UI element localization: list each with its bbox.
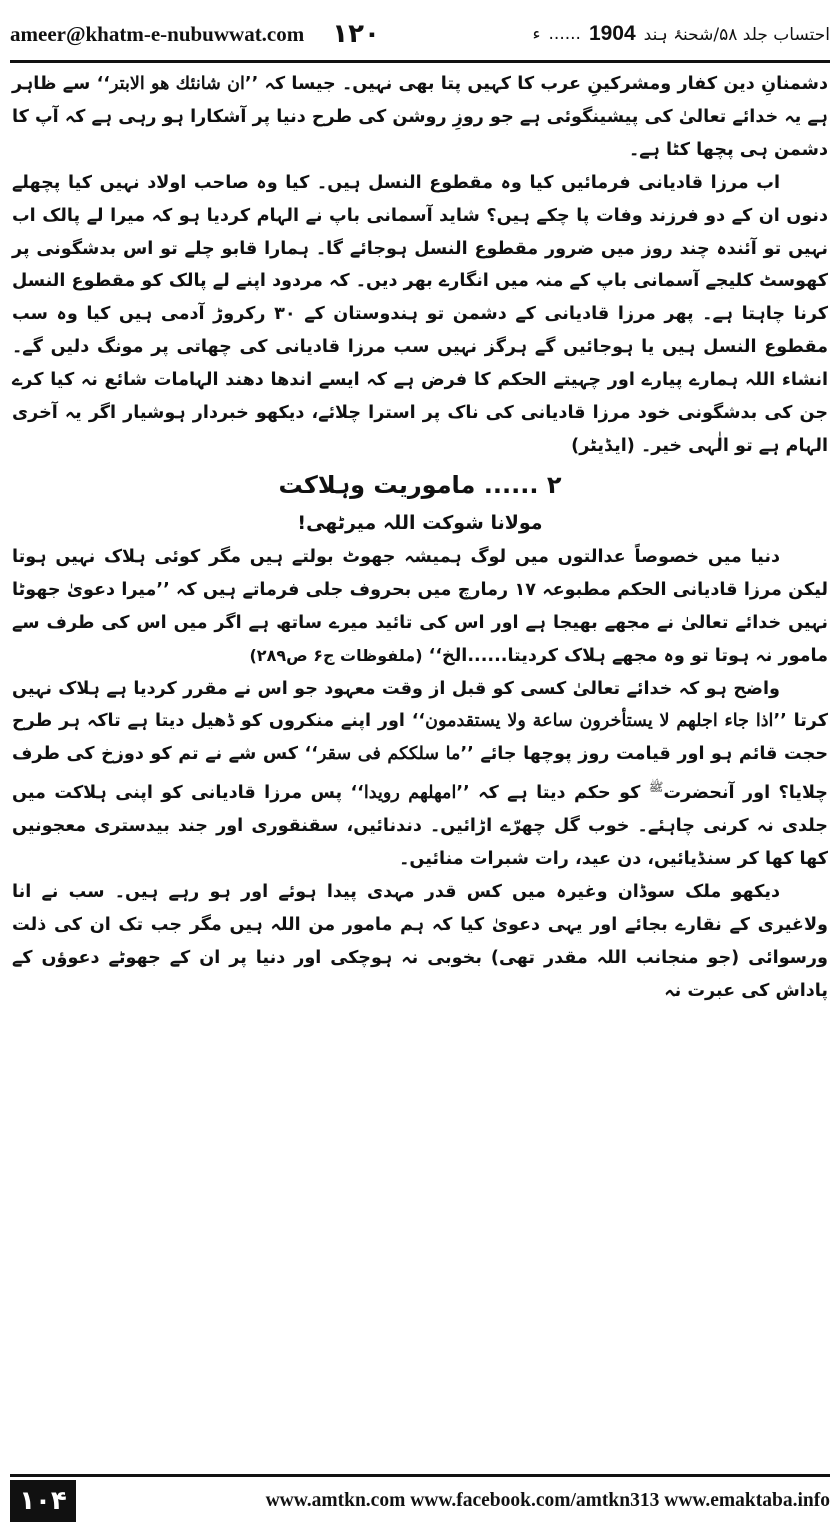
header-email: ameer@khatm-e-nubuwwat.com bbox=[10, 21, 305, 46]
para5-text: دیکھو ملک سوڈان وغیرہ میں کس قدر مہدی پیدا ہوئے اور ہو رہے ہیں۔ سب نے انا ولاغیری کے نقارے بجائے اور یہی دعویٰ کیا کہ ہم مامور من اللہ ہیں مگر جب تک ان کی ذلت ورسوائی (جو منجانب اللہ مقدر تھی) بخوبی نہ ہوچکی اور دنیا پر ان کے جھوٹے دعوؤں کے پاداش کی عبرت نہ bbox=[12, 881, 828, 1001]
paragraph-5 bbox=[12, 876, 828, 1008]
reference-citation: (ملفوظات ج۶ ص۲۸۹) bbox=[249, 645, 423, 665]
header-year: 1904 bbox=[588, 22, 636, 45]
para4-text-b: ‘‘ اور اپنے منکروں کو ڈھیل دیتا ہے تاکہ ہر طرح حجت قائم ہو اور قیامت روز پوچھا جائے ’’ bbox=[12, 711, 828, 765]
salutation-symbol: ﷺ bbox=[648, 780, 664, 795]
footer-rule bbox=[10, 1474, 830, 1477]
paragraph-3 bbox=[12, 541, 828, 673]
header-right bbox=[533, 22, 830, 46]
paragraph-2 bbox=[12, 167, 828, 463]
header-year-suffix: ء bbox=[532, 24, 541, 44]
para1-arabic-quote: ان شانئك هو الابتر bbox=[109, 73, 245, 94]
author-name: مولانا شوکت اللہ میرٹھی! bbox=[297, 511, 543, 534]
para4-text-e: ‘‘ پس مرزا قادیانی کو اپنی ہلاکت میں جلدی نہ کرنی چاہئے۔ خوب گل چھرّے اڑائیں۔ دندنائیں، سقنقوری اور جند بیدستری معجونیں کھا کھا کر سنڈیائیں، دن عید، رات شبرات منائیں۔ bbox=[12, 783, 828, 869]
page-header bbox=[10, 8, 830, 60]
para1-text-a: دشمنانِ دین کفار ومشرکینِ عرب کا کہیں پتا بھی نہیں۔ جیسا کہ ’’ bbox=[244, 74, 829, 94]
header-rule bbox=[10, 60, 830, 63]
para4-arabic-quote-3: امهلهم رويدا bbox=[363, 782, 457, 804]
para4-text-a: واضح ہو کہ خدائے تعالیٰ کسی کو قبل از وقت معہود جو اس نے مقرر کردیا ہے ہلاک نہیں کرتا ’’ bbox=[12, 678, 828, 732]
section-title: ۲ ...... ماموریت وہلاکت bbox=[278, 470, 562, 499]
para3-text: دنیا میں خصوصاً عدالتوں میں لوگ ہمیشہ جھوٹ بولتے ہیں مگر کوئی ہلاک نہیں ہوتا لیکن مرزا قادیانی الحکم مطبوعہ ۱۷ رمارچ میں بحروف جلی فرماتے ہیں کہ ’’میرا دعویٰ جھوٹا نہیں خدائے تعالیٰ نے مجھے بھیجا ہے اور اس کی تائید میرے ساتھ ہے اگر میں اس کی طرف سے مامور نہ ہوتا تو وہ مجھے ہلاک کردیتا......الخ‘‘ bbox=[12, 546, 828, 666]
footer-page-number: ۱۰۴ bbox=[10, 1480, 76, 1522]
page-footer bbox=[10, 1474, 830, 1530]
para4-arabic-quote-2: ما سلككم فى سقر bbox=[317, 743, 461, 765]
paragraph-1 bbox=[12, 68, 828, 167]
page-body bbox=[12, 68, 828, 1470]
para2-text: اب مرزا قادیانی فرمائیں کیا وہ مقطوع النسل ہیں۔ کیا وہ صاحب اولاد نہیں کیا پچھلے دنوں ان کے دو فرزند وفات پا چکے ہیں؟ شاید آسمانی باپ نے الہام کردیا ہو کہ میرا لے پالک اب نہیں تو آئندہ چند روز میں ضرور مقطوع النسل ہوجائے گا۔ ہمارا قابو چلے تو اس بدشگونی پر کھوسٹ کلیجے آسمانی باپ کے منہ میں انگارے بھر دیں۔ کہ مردود اپنے لے پالک کو مقطوع النسل کرنا چاہتا ہے۔ پھر مرزا قادیانی کے دشمن تو ہندوستان کے ۳۰ رکروڑ آدمی ہیں کیا وہ سب مقطوع النسل ہیں یا ہوجائیں گے ہرگز نہیں سب مرزا قادیانی کی چھاتی پر مونگ دلیں گے۔ انشاء اللہ ہمارے پیارے اور چہیتے الحکم کا فرض ہے کہ ایسے اندھا دھند الہامات شائع نہ کیا کرے جن کی بدشگونی خود مرزا قادیانی کی ناک پر استرا چلائے، دیکھو خبردار ہوشیار اگر یہ آخری الہام ہے تو الٰہی خیر۔ bbox=[12, 172, 828, 456]
footer-websites: www.amtkn.com www.facebook.com/amtkn313 www.emaktaba.info bbox=[265, 1490, 830, 1511]
paragraph-4 bbox=[12, 673, 828, 876]
header-page-number: ۱۲۰ bbox=[332, 19, 380, 49]
para1-text-b: ‘‘ سے ظاہر ہے یہ خدائے تعالیٰ کی پیشینگوئی ہے جو روزِ روشن کی طرح دنیا پر آشکارا ہو رہی ہے کہ آپ کا دشمن ہی پچھا کٹا ہے۔ bbox=[12, 74, 828, 160]
para4-text-d: کو حکم دیتا ہے کہ ’’ bbox=[456, 783, 641, 804]
para4-arabic-quote-1: اذا جاء اجلهم لا يستأخرون ساعة ولا يستقدمون bbox=[425, 710, 774, 732]
header-dots: ...... bbox=[548, 24, 581, 44]
para4-text-c: ‘‘ کس شے نے تم کو دوزخ کی طرف چلایا؟ اور آنحضرت bbox=[12, 744, 828, 804]
book-title: احتساب جلد ۵۸/شحنۂ ہند bbox=[643, 24, 830, 45]
header-left bbox=[10, 19, 380, 49]
editor-note: (ایڈیٹر) bbox=[571, 435, 635, 456]
